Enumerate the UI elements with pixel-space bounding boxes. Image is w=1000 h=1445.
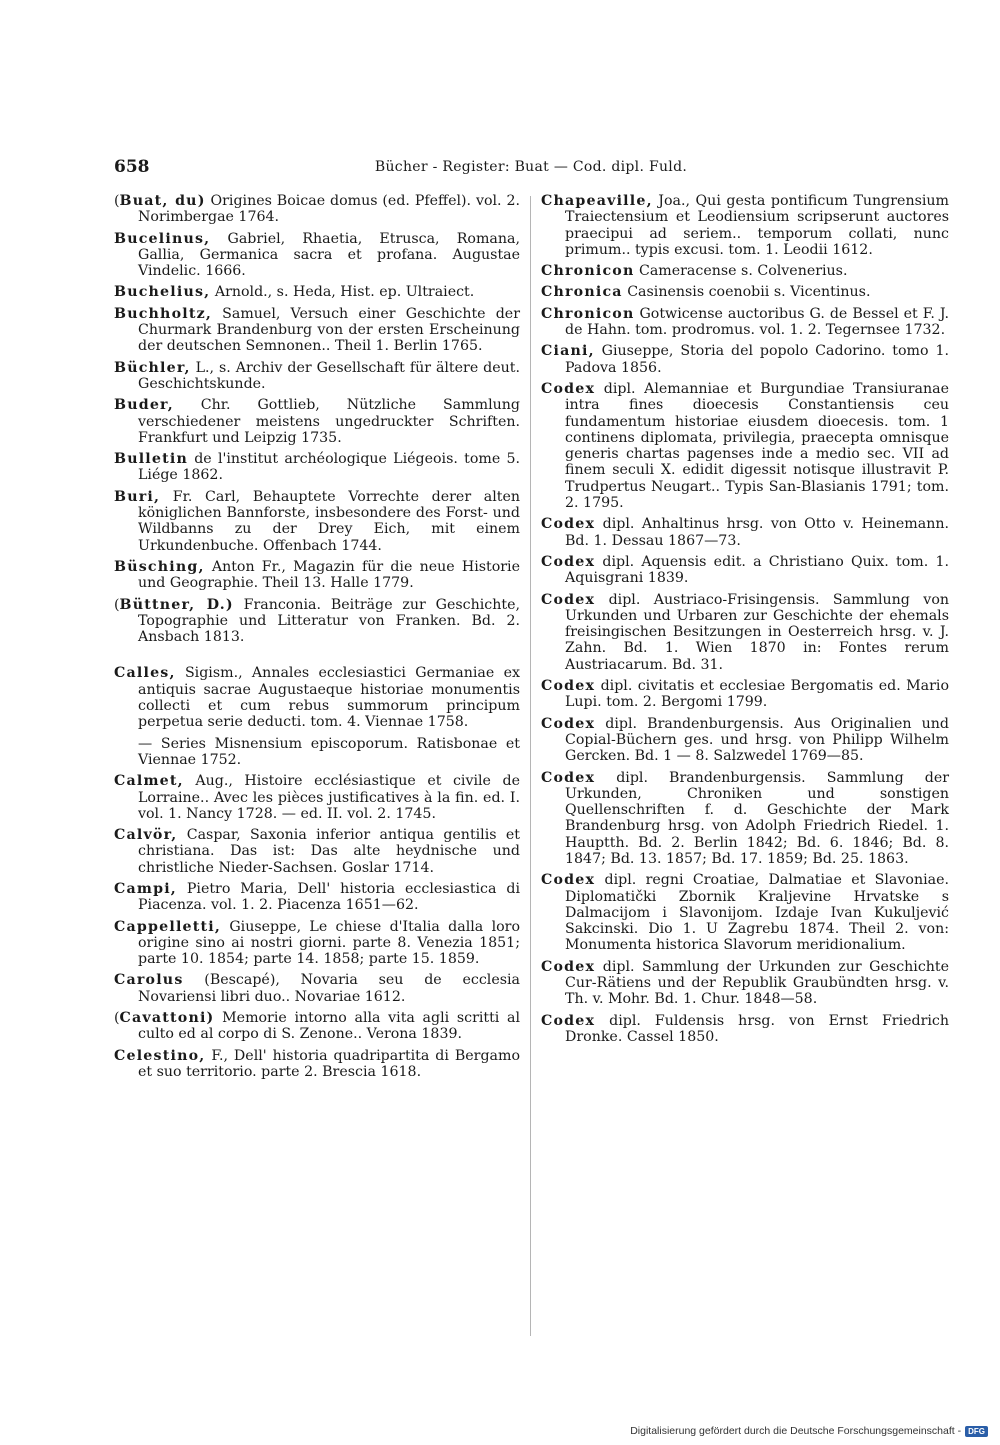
index-entry: Büchler, L., s. Archiv der Gesellschaft für ältere deut. Geschichtskunde. — [114, 359, 520, 392]
credit-text: Digitalisierung gefördert durch die Deutsche Forschungsgemeinschaft - — [630, 1425, 962, 1437]
index-entry: Codex dipl. regni Croatiae, Dalmatiae et Slavoniae. Diplomatički Zbornik Kraljevine Hrvatske s Dalmacijom i Slavonijom. Izdaje Ivan Kukuljević Sakcinski. Dio 1. U Zagrebu 1874. Theil 2. von: Monumenta historica Slavorum meridionalium. — [541, 872, 949, 954]
index-entry: Buri, Fr. Carl, Behauptete Vorrechte derer alten königlichen Bannforste, insbesondere des Forst- und Wildbanns zu der Drey Eich, mit einem Urkundenbuche. Offenbach 1744. — [114, 488, 520, 554]
index-entry: Chapeaville, Joa., Qui gesta pontificum Tungrensium Traiectensium et Leodiensium scripserunt auctores praecipui ad seriem.. temporum collati, nunc primum.. typis excusi. tom. 1. Leodii 1612. — [541, 193, 949, 258]
running-title: Bücher - Register: Buat — Cod. dipl. Fuld. — [374, 159, 688, 175]
index-entry: Buchelius, Arnold., s. Heda, Hist. ep. Ultraiect. — [114, 284, 475, 301]
index-entry: Carolus (Bescapé), Novaria seu de ecclesia Novariensi libri duo.. Novariae 1612. — [114, 972, 520, 1005]
index-entry: Codex dipl. Sammlung der Urkunden zur Geschichte Cur-Rätiens und der Republik Graubündten hrsg. v. Th. v. Mohr. Bd. 1. Chur. 1848—58. — [541, 958, 949, 1008]
index-entry: Bulletin de l'institut archéologique Liégeois. tome 5. Liége 1862. — [114, 451, 520, 484]
index-entry: (Cavattoni) Memorie intorno alla vita agli scritti al culto ed al corpo di S. Zenone.. Verona 1839. — [114, 1010, 520, 1043]
right-column — [541, 193, 949, 1050]
index-entry: — Series Misnensium episcoporum. Ratisbonae et Viennae 1752. — [138, 735, 520, 768]
index-entry: Codex dipl. Anhaltinus hrsg. von Otto v. Heinemann. Bd. 1. Dessau 1867—73. — [541, 516, 949, 549]
index-entry: Büsching, Anton Fr., Magazin für die neue Historie und Geographie. Theil 13. Halle 1779. — [114, 558, 520, 592]
index-entry: Buder, Chr. Gottlieb, Nützliche Sammlung verschiedener meistens ungedruckter Schriften. Frankfurt und Leipzig 1735. — [114, 397, 520, 446]
dfg-logo-icon: DFG — [965, 1426, 988, 1437]
index-entry: Codex dipl. Fuldensis hrsg. von Ernst Friedrich Dronke. Cassel 1850. — [541, 1012, 949, 1045]
index-entry: Codex dipl. Brandenburgensis. Sammlung der Urkunden, Chroniken und sonstigen Quellenschriften f. d. Geschichte der Mark Brandenburg hrsg. von Adolph Friedrich Riedel. 1. Hauptth. Bd. 2. Berlin 1842; Bd. 6. 1846; Bd. 8. 1847; Bd. 13. 1857; Bd. 17. 1859; Bd. 25. 1863. — [541, 769, 949, 867]
index-entry: Codex dipl. civitatis et ecclesiae Bergomatis ed. Mario Lupi. tom. 2. Bergomi 1799. — [541, 678, 949, 711]
index-entry: (Büttner, D.) Franconia. Beiträge zur Geschichte, Topographie und Litteratur von Franken. Bd. 2. Ansbach 1813. — [114, 596, 520, 646]
index-entry: Chronicon Gotwicense auctoribus G. de Bessel et F. J. de Hahn. tom. prodromus. vol. 1. 2. Tegernsee 1732. — [541, 305, 949, 339]
index-entry: Celestino, F., Dell' historia quadripartita di Bergamo et suo territorio. parte 2. Brescia 1618. — [114, 1047, 520, 1080]
index-entry: Codex dipl. Aquensis edit. a Christiano Quix. tom. 1. Aquisgrani 1839. — [541, 553, 949, 587]
index-entry: Chronicon Cameracense s. Colvenerius. — [541, 263, 848, 280]
index-entry: Codex dipl. Austriaco-Frisingensis. Sammlung von Urkunden und Urbaren zur Geschichte der ehemals freisingischen Besitzungen in Oesterreich hrsg. v. J. Zahn. Bd. 1. Wien 1870 in: Fontes rerum Austriacarum. Bd. 31. — [541, 591, 949, 673]
index-entry: Ciani, Giuseppe, Storia del popolo Cadorino. tomo 1. Padova 1856. — [541, 343, 949, 376]
index-entry: Codex dipl. Brandenburgensis. Aus Originalien und Copial-Büchern ges. und hrsg. von Philipp Wilhelm Gercken. Bd. 1 — 8. Salzwedel 1769—85. — [541, 715, 949, 765]
page-header — [114, 157, 948, 179]
index-entry: Cappelletti, Giuseppe, Le chiese d'Italia dalla loro origine sino ai nostri giorni. parte 8. Venezia 1851; parte 10. 1854; parte 14. 1858; parte 15. 1859. — [114, 918, 520, 968]
index-entry: Bucelinus, Gabriel, Rhaetia, Etrusca, Romana, Gallia, Germanica sacra et profana. Augustae Vindelic. 1666. — [114, 230, 520, 280]
index-entry: Chronica Casinensis coenobii s. Vicentinus. — [541, 284, 871, 301]
index-entry: (Buat, du) Origines Boicae domus (ed. Pfeffel). vol. 2. Norimbergae 1764. — [114, 193, 520, 226]
index-entry: Calles, Sigism., Annales ecclesiastici Germaniae ex antiquis sacrae Augustaeque historiae monumentis collecti et cum rebus summorum principum perpetua serie deducti. tom. 4. Viennae 1758. — [114, 665, 520, 731]
left-column — [114, 193, 520, 1085]
column-divider — [530, 196, 531, 1336]
index-entry: Campi, Pietro Maria, Dell' historia ecclesiastica di Piacenza. vol. 1. 2. Piacenza 1651—62. — [114, 880, 520, 914]
index-entry: Calvör, Caspar, Saxonia inferior antiqua gentilis et christiana. Das ist: Das alte heydnische und christliche Nieder-Sachsen. Goslar 1714. — [114, 827, 520, 876]
index-entry: Calmet, Aug., Histoire ecclésiastique et civile de Lorraine.. Avec les pièces justificatives à la fin. ed. I. vol. 1. Nancy 1728. — ed. II. vol. 2. 1745. — [114, 773, 520, 822]
index-entry: Codex dipl. Alemanniae et Burgundiae Transiuranae intra fines dioecesis Constantiensis ceu fundamentum historiae eiusdem dioecesis. tom. 1 continens diplomata, privilegia, praecepta omnisque generis chartas pagenses inde a medio sec. VII ad finem seculi X. edidit digessit notisque illustravit P. Trudpertus Neugart.. Typis San-Blasianis 1791; tom. 2. 1795. — [541, 380, 949, 512]
index-entry: Buchholtz, Samuel, Versuch einer Geschichte der Churmark Brandenburg von der ersten Erscheinung der deutschen Semnonen.. Theil 1. Berlin 1765. — [114, 305, 520, 355]
page-number: 658 — [114, 157, 150, 177]
digitization-credit — [630, 1423, 988, 1439]
